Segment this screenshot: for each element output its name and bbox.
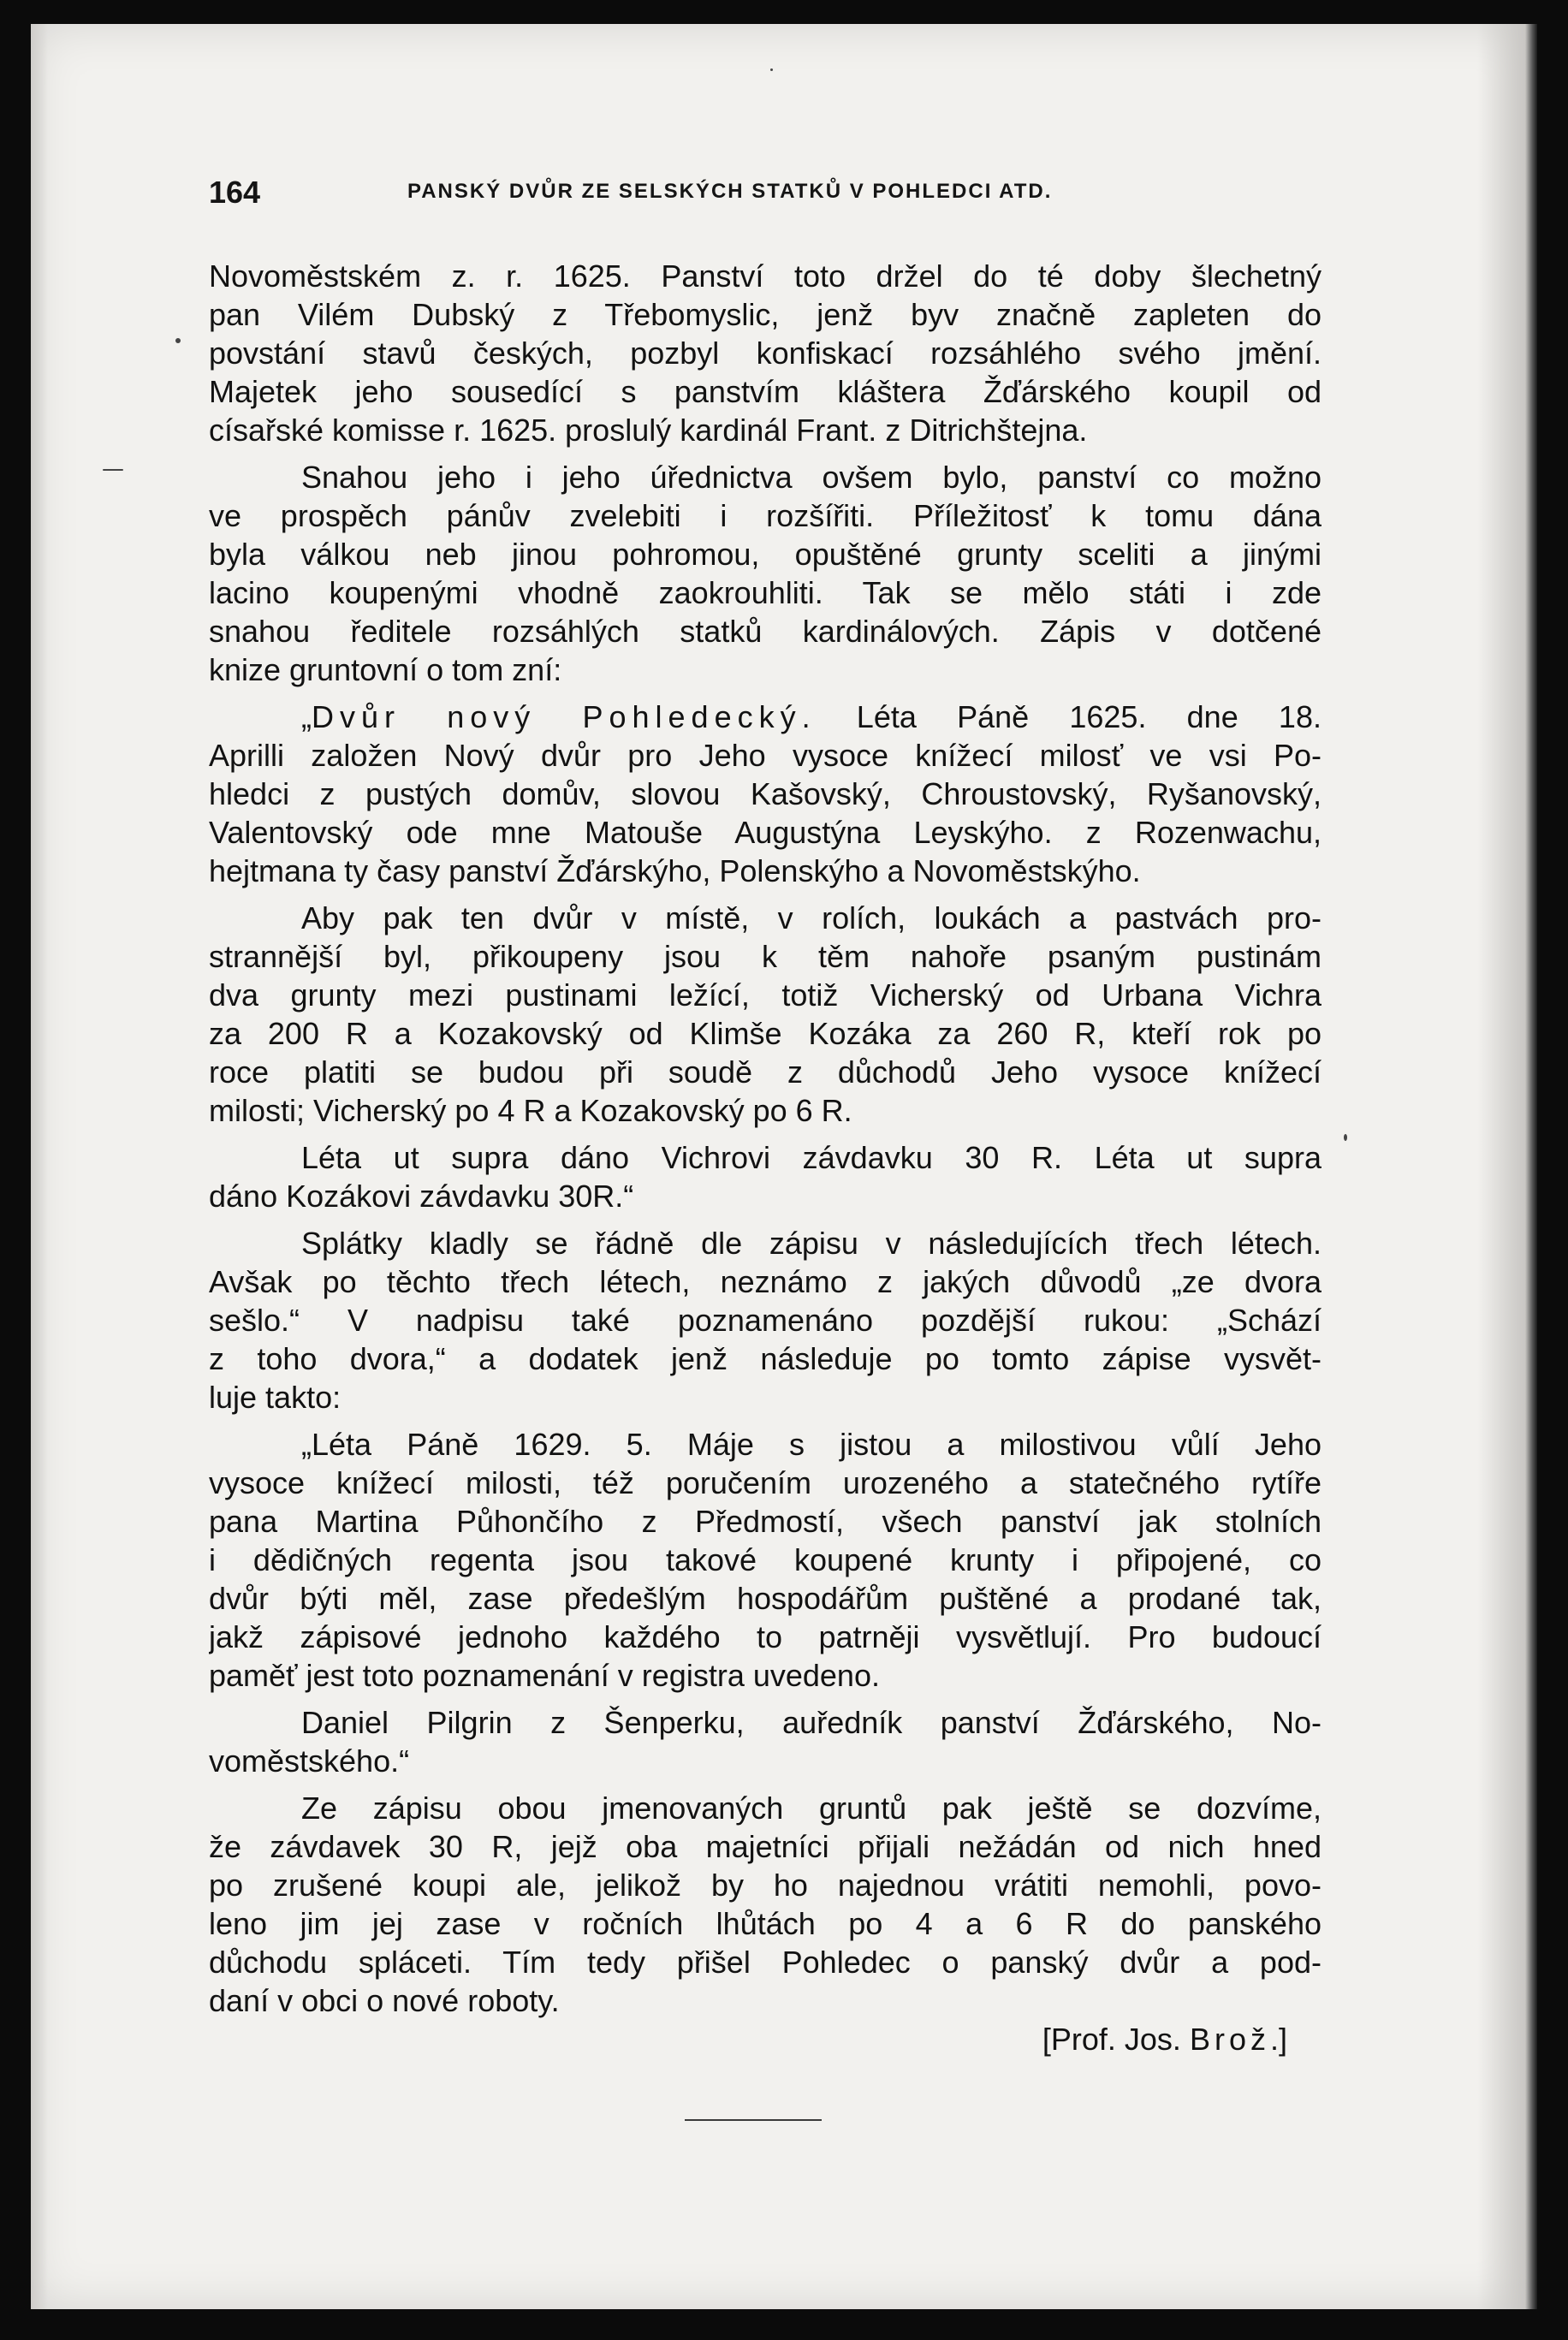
page-number: 164 <box>209 175 261 210</box>
paragraph <box>209 899 1322 1130</box>
paragraph <box>209 1703 1322 1780</box>
text-line: strannější byl, přikoupeny jsou k těm nahoře psaným pustinám <box>209 939 1322 974</box>
paragraph-quotation <box>209 698 1322 890</box>
text-line: Valentovský ode mne Matouše Augustýna Leyskýho. z Rozenwachu, <box>209 815 1322 850</box>
text-line: leno jim jej zase v ročních lhůtách po 4 a 6 R do panského <box>209 1906 1322 1941</box>
text-line: Aby pak ten dvůr v místě, v rolích, loukách a pastvách pro- <box>301 900 1322 935</box>
text-line: Splátky kladly se řádně dle zápisu v následujících třech létech. <box>301 1226 1322 1261</box>
paragraph <box>209 1224 1322 1416</box>
text-line: pan Vilém Dubský z Třebomyslic, jenž byv značně zapleten do <box>209 297 1322 332</box>
text-line: byla válkou neb jinou pohromou, opuštěné grunty sceliti a jinými <box>209 537 1322 572</box>
text-line: paměť jest toto poznamenání v registra uvedeno. <box>209 1658 880 1693</box>
text-line: Majetek jeho sousedící s panstvím kláštera Žďárského koupil od <box>209 374 1322 409</box>
text-line: že závdavek 30 R, jejž oba majetníci přijali nežádán od nich hned <box>209 1829 1322 1864</box>
text-line: hledci z pustých domův, slovou Kašovský, Chroustovský, Ryšanovský, <box>209 776 1322 811</box>
text-line: dáno Kozákovi závdavku 30R.“ <box>209 1179 634 1214</box>
text-line: za 200 R a Kozakovský od Klimše Kozáka za 260 R, kteří rok po <box>209 1016 1322 1051</box>
text-line: luje takto: <box>209 1380 342 1415</box>
page-header <box>209 171 1322 214</box>
text-line: jakž zápisové jednoho každého to patrněji vysvětlují. Pro budoucí <box>209 1619 1322 1654</box>
spaced-heading: Dvůr nový Pohledecký. <box>312 699 817 734</box>
signature-suffix: .] <box>1269 2022 1287 2057</box>
print-speck <box>1344 1134 1347 1141</box>
text-line: vysoce knížecí milosti, též poručením urozeného a statečného rytíře <box>209 1465 1322 1500</box>
signature-prefix: [Prof. Jos. <box>1042 2022 1181 2057</box>
text-line: Aprilli založen Nový dvůr pro Jeho vysoce knížecí milosť ve vsi Po- <box>209 738 1322 773</box>
text-line: Daniel Pilgrin z Šenperku, auředník panství Žďárského, No- <box>301 1705 1322 1740</box>
text-line: povstání stavů českých, pozbyl konfiskací rozsáhlého svého jmění. <box>209 336 1322 371</box>
paragraph <box>209 1789 1322 2020</box>
text-line: důchodu spláceti. Tím tedy přišel Pohledec o panský dvůr a pod- <box>209 1945 1322 1980</box>
paragraph <box>209 257 1322 449</box>
print-speck <box>175 338 181 343</box>
text-line: milosti; Vicherský po 4 R a Kozakovský po 6 R. <box>209 1093 852 1128</box>
print-speck <box>770 68 773 71</box>
text-line: Avšak po těchto třech létech, neznámo z jakých důvodů „ze dvora <box>209 1264 1322 1299</box>
text-line: pana Martina Půhončího z Předmostí, všech panství jak stolních <box>209 1504 1322 1539</box>
text-line: roce platiti se budou při soudě z důchodů Jeho vysoce knížecí <box>209 1054 1322 1090</box>
text-line: dva grunty mezi pustinami ležící, totiž Vicherský od Urbana Vichra <box>209 977 1322 1013</box>
text-line: císařské komisse r. 1625. proslulý kardinál Frant. z Ditrichštejna. <box>209 413 1088 448</box>
text-line: ve prospěch pánův zvelebiti i rozšířiti. Příležitosť k tomu dána <box>209 498 1322 533</box>
end-rule-divider <box>685 2119 822 2121</box>
opening-quote: „ <box>301 699 312 734</box>
text-line: lacino koupenými vhodně zaokrouhliti. Tak se mělo státi i zde <box>209 575 1322 610</box>
text-line: daní v obci o nové roboty. <box>209 1983 560 2018</box>
paragraph <box>209 458 1322 689</box>
text-line-rest: Léta Páně 1625. dne 18. <box>816 699 1322 734</box>
author-signature <box>209 2020 1322 2063</box>
signature-name: Brož <box>1189 2022 1270 2057</box>
text-line <box>209 698 1322 736</box>
text-line: „Léta Páně 1629. 5. Máje s jistou a milostivou vůlí Jeho <box>301 1427 1322 1462</box>
paragraph <box>209 1138 1322 1215</box>
text-line: knize gruntovní o tom zní: <box>209 652 562 687</box>
text-line: Ze zápisu obou jmenovaných gruntů pak ještě se dozvíme, <box>301 1791 1322 1826</box>
print-speck <box>103 469 123 471</box>
text-line: snahou ředitele rozsáhlých statků kardinálových. Zápis v dotčené <box>209 614 1322 649</box>
text-line: i dědičných regenta jsou takové koupené krunty i připojené, co <box>209 1542 1322 1577</box>
text-line: voměstského.“ <box>209 1743 410 1779</box>
article-body <box>209 257 1322 2063</box>
text-line: po zrušené koupi ale, jelikož by ho najednou vrátiti nemohli, povo- <box>209 1868 1322 1903</box>
running-title: PANSKÝ DVŮR ZE SELSKÝCH STATKŮ V POHLEDCI ATD. <box>407 180 1053 203</box>
text-line: dvůr býti měl, zase předešlým hospodářům puštěné a prodané tak, <box>209 1581 1322 1616</box>
paragraph-quotation <box>209 1425 1322 1695</box>
text-line: z toho dvora,“ a dodatek jenž následuje po tomto zápise vysvět- <box>209 1341 1322 1376</box>
text-line: Novoměstském z. r. 1625. Panství toto držel do té doby šlechetný <box>209 258 1322 294</box>
page-edge-shadow-right <box>1477 24 1537 2309</box>
page-edge-shadow-left <box>31 24 48 2309</box>
text-line: hejtmana ty časy panství Žďárskýho, Polenskýho a Novoměstskýho. <box>209 853 1141 888</box>
text-line: sešlo.“ V nadpisu také poznamenáno pozdější rukou: „Schází <box>209 1303 1322 1338</box>
text-line: Léta ut supra dáno Vichrovi závdavku 30 R. Léta ut supra <box>301 1140 1322 1175</box>
text-line: Snahou jeho i jeho úřednictva ovšem bylo, panství co možno <box>301 460 1322 495</box>
